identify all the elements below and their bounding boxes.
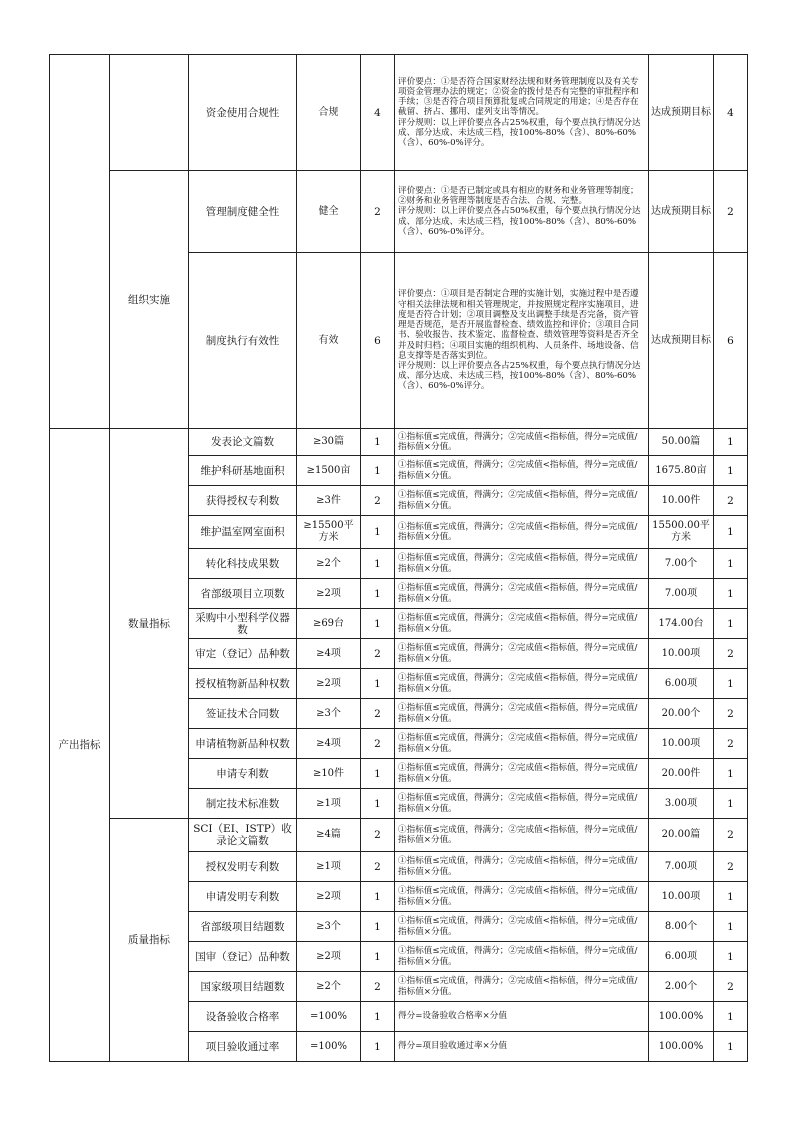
score-cell: 4 bbox=[714, 55, 748, 171]
actual-value-cell: 7.00项 bbox=[649, 579, 714, 609]
weight-cell: 2 bbox=[361, 699, 395, 729]
actual-value-cell: 达成预期目标 bbox=[649, 171, 714, 253]
indicator-name-cell: 制定技术标准数 bbox=[189, 789, 297, 819]
target-value-cell: ≥4篇 bbox=[297, 819, 361, 852]
weight-cell: 1 bbox=[361, 789, 395, 819]
scoring-rule-cell: ①指标值≤完成值，得满分；②完成值<指标值，得分=完成值/指标值×分值。 bbox=[395, 429, 649, 456]
indicator-name-cell: 省部级项目立项数 bbox=[189, 579, 297, 609]
actual-value-cell: 20.00件 bbox=[649, 759, 714, 789]
target-value-cell: ≥2项 bbox=[297, 882, 361, 912]
actual-value-cell: 10.00项 bbox=[649, 882, 714, 912]
weight-cell: 2 bbox=[361, 729, 395, 759]
actual-value-cell: 达成预期目标 bbox=[649, 55, 714, 171]
scoring-rule-cell: ①指标值≤完成值，得满分；②完成值<指标值，得分=完成值/指标值×分值。 bbox=[395, 759, 649, 789]
target-value-cell: ≥15500平方米 bbox=[297, 516, 361, 549]
scoring-rule-cell: ①指标值≤完成值，得满分；②完成值<指标值，得分=完成值/指标值×分值。 bbox=[395, 669, 649, 699]
scoring-rule-cell: ①指标值≤完成值，得满分；②完成值<指标值，得分=完成值/指标值×分值。 bbox=[395, 456, 649, 486]
table-row bbox=[50, 819, 748, 852]
level2-group-quality-indicators: 质量指标 bbox=[110, 819, 189, 1062]
target-value-cell: 有效 bbox=[297, 253, 361, 429]
weight-cell: 4 bbox=[361, 55, 395, 171]
scoring-rule-cell: ①指标值≤完成值，得满分；②完成值<指标值，得分=完成值/指标值×分值。 bbox=[395, 912, 649, 942]
level1-group-output-indicators: 产出指标 bbox=[50, 429, 110, 1062]
actual-value-cell: 10.00项 bbox=[649, 729, 714, 759]
scoring-rule-cell: ①指标值≤完成值，得满分；②完成值<指标值，得分=完成值/指标值×分值。 bbox=[395, 729, 649, 759]
scoring-rule-cell: 评价要点：①是否符合国家财经法规和财务管理制度以及有关专项资金管理办法的规定；②资金的拨付是否有完整的审批程序和手续；③是否符合项目预算批复或合同规定的用途；④是否存在截留、挤占、挪用、虚列支出等情况。 评分规则：以上评价要点各占25%权重，每个要点执行情况分达成、部分达成、未达成三档，按100%-80%（含）、80%-60%（含）、60%-0%评分。 bbox=[395, 55, 649, 171]
target-value-cell: ≥30篇 bbox=[297, 429, 361, 456]
score-cell: 1 bbox=[714, 1002, 748, 1032]
score-cell: 2 bbox=[714, 639, 748, 669]
weight-cell: 1 bbox=[361, 456, 395, 486]
weight-cell: 1 bbox=[361, 516, 395, 549]
indicator-name-cell: 维护温室网室面积 bbox=[189, 516, 297, 549]
actual-value-cell: 10.00件 bbox=[649, 486, 714, 516]
target-value-cell: ≥2个 bbox=[297, 972, 361, 1002]
indicator-name-cell: 授权发明专利数 bbox=[189, 852, 297, 882]
score-cell: 1 bbox=[714, 669, 748, 699]
weight-cell: 1 bbox=[361, 429, 395, 456]
score-cell: 1 bbox=[714, 609, 748, 639]
target-value-cell: ≥2项 bbox=[297, 669, 361, 699]
score-cell: 1 bbox=[714, 516, 748, 549]
actual-value-cell: 100.00% bbox=[649, 1002, 714, 1032]
actual-value-cell: 20.00个 bbox=[649, 699, 714, 729]
level2-group-quantity-indicators: 数量指标 bbox=[110, 429, 189, 819]
scoring-rule-cell: ①指标值≤完成值，得满分；②完成值<指标值，得分=完成值/指标值×分值。 bbox=[395, 609, 649, 639]
target-value-cell: ≥1500亩 bbox=[297, 456, 361, 486]
weight-cell: 6 bbox=[361, 253, 395, 429]
weight-cell: 1 bbox=[361, 549, 395, 579]
score-cell: 2 bbox=[714, 729, 748, 759]
scoring-rule-cell: ①指标值≤完成值，得满分；②完成值<指标值，得分=完成值/指标值×分值。 bbox=[395, 789, 649, 819]
score-cell: 1 bbox=[714, 456, 748, 486]
table-row bbox=[50, 55, 748, 171]
score-cell: 1 bbox=[714, 942, 748, 972]
score-cell: 2 bbox=[714, 819, 748, 852]
table-row bbox=[50, 429, 748, 456]
scoring-rule-cell: ①指标值≤完成值，得满分；②完成值<指标值，得分=完成值/指标值×分值。 bbox=[395, 852, 649, 882]
target-value-cell: ≥2个 bbox=[297, 549, 361, 579]
weight-cell: 2 bbox=[361, 852, 395, 882]
weight-cell: 2 bbox=[361, 171, 395, 253]
scoring-rule-cell: 评价要点：①是否已制定或具有相应的财务和业务管理等制度；②财务和业务管理等制度是否合法、合规、完整。 评分规则：以上评价要点各占50%权重，每个要点执行情况分达成、部分达成、未达成三档，按100%-80%（含）、80%-60%（含）、60%-0%评分。 bbox=[395, 171, 649, 253]
weight-cell: 1 bbox=[361, 759, 395, 789]
indicator-name-cell: 采购中小型科学仪器数 bbox=[189, 609, 297, 639]
weight-cell: 1 bbox=[361, 579, 395, 609]
weight-cell: 2 bbox=[361, 639, 395, 669]
level2-blank-cell bbox=[110, 55, 189, 171]
score-cell: 2 bbox=[714, 486, 748, 516]
indicator-name-cell: 国审（登记）品种数 bbox=[189, 942, 297, 972]
indicator-name-cell: 管理制度健全性 bbox=[189, 171, 297, 253]
scoring-rule-cell: 得分=设备验收合格率×分值 bbox=[395, 1002, 649, 1032]
scoring-rule-cell: ①指标值≤完成值，得满分；②完成值<指标值，得分=完成值/指标值×分值。 bbox=[395, 699, 649, 729]
scoring-rule-cell: ①指标值≤完成值，得满分；②完成值<指标值，得分=完成值/指标值×分值。 bbox=[395, 882, 649, 912]
indicator-name-cell: 制度执行有效性 bbox=[189, 253, 297, 429]
weight-cell: 2 bbox=[361, 486, 395, 516]
indicator-name-cell: 申请植物新品种权数 bbox=[189, 729, 297, 759]
weight-cell: 1 bbox=[361, 669, 395, 699]
actual-value-cell: 6.00项 bbox=[649, 669, 714, 699]
target-value-cell: ≥3个 bbox=[297, 699, 361, 729]
weight-cell: 1 bbox=[361, 912, 395, 942]
scoring-rule-cell: ①指标值≤完成值，得满分；②完成值<指标值，得分=完成值/指标值×分值。 bbox=[395, 516, 649, 549]
actual-value-cell: 7.00个 bbox=[649, 549, 714, 579]
score-cell: 2 bbox=[714, 852, 748, 882]
indicator-name-cell: 授权植物新品种权数 bbox=[189, 669, 297, 699]
weight-cell: 1 bbox=[361, 942, 395, 972]
actual-value-cell: 100.00% bbox=[649, 1032, 714, 1062]
table-body bbox=[50, 55, 748, 1062]
table-row bbox=[50, 171, 748, 253]
scoring-rule-cell: ①指标值≤完成值，得满分；②完成值<指标值，得分=完成值/指标值×分值。 bbox=[395, 549, 649, 579]
weight-cell: 1 bbox=[361, 882, 395, 912]
level1-blank-cell bbox=[50, 55, 110, 429]
indicator-name-cell: SCI（EI、ISTP）收录论文篇数 bbox=[189, 819, 297, 852]
target-value-cell: ≥3件 bbox=[297, 486, 361, 516]
evaluation-table bbox=[49, 54, 748, 1062]
target-value-cell: ≥4项 bbox=[297, 639, 361, 669]
actual-value-cell: 15500.00平方米 bbox=[649, 516, 714, 549]
indicator-name-cell: 国家级项目结题数 bbox=[189, 972, 297, 1002]
indicator-name-cell: 设备验收合格率 bbox=[189, 1002, 297, 1032]
score-cell: 2 bbox=[714, 699, 748, 729]
target-value-cell: ≥1项 bbox=[297, 852, 361, 882]
indicator-name-cell: 省部级项目结题数 bbox=[189, 912, 297, 942]
indicator-name-cell: 维护科研基地面积 bbox=[189, 456, 297, 486]
weight-cell: 1 bbox=[361, 1032, 395, 1062]
actual-value-cell: 3.00项 bbox=[649, 789, 714, 819]
weight-cell: 2 bbox=[361, 972, 395, 1002]
indicator-name-cell: 签证技术合同数 bbox=[189, 699, 297, 729]
target-value-cell: ≥2项 bbox=[297, 579, 361, 609]
actual-value-cell: 20.00篇 bbox=[649, 819, 714, 852]
target-value-cell: ≥3个 bbox=[297, 912, 361, 942]
indicator-name-cell: 项目验收通过率 bbox=[189, 1032, 297, 1062]
score-cell: 1 bbox=[714, 882, 748, 912]
score-cell: 1 bbox=[714, 579, 748, 609]
actual-value-cell: 50.00篇 bbox=[649, 429, 714, 456]
actual-value-cell: 174.00台 bbox=[649, 609, 714, 639]
scoring-rule-cell: ①指标值≤完成值，得满分；②完成值<指标值，得分=完成值/指标值×分值。 bbox=[395, 942, 649, 972]
actual-value-cell: 10.00项 bbox=[649, 639, 714, 669]
actual-value-cell: 6.00项 bbox=[649, 942, 714, 972]
scoring-rule-cell: 评价要点：①项目是否制定合理的实施计划，实施过程中是否遵守相关法律法规和相关管理规定，并按照规定程序实施项目，进度是否符合计划；②项目调整及支出调整手续是否完备，资产管理是否规范，是否开展监督检查、绩效监控和评价；③项目合同书、验收报告、技术鉴定、监督检查、绩效管理等资料是否齐全并及时归档；④项目实施的组织机构、人员条件、场地设备、信息支撑等是否落实到位。 评分规则：以上评价要点各占25%权重，每个要点执行情况分达成、部分达成、未达成三档，按100%-80%（含）、80%-60%（含）、60%-0%评分。 bbox=[395, 253, 649, 429]
target-value-cell: 合规 bbox=[297, 55, 361, 171]
target-value-cell: ≥69台 bbox=[297, 609, 361, 639]
actual-value-cell: 2.00个 bbox=[649, 972, 714, 1002]
scoring-rule-cell: ①指标值≤完成值，得满分；②完成值<指标值，得分=完成值/指标值×分值。 bbox=[395, 639, 649, 669]
actual-value-cell: 达成预期目标 bbox=[649, 253, 714, 429]
weight-cell: 1 bbox=[361, 1002, 395, 1032]
score-cell: 1 bbox=[714, 1032, 748, 1062]
target-value-cell: =100% bbox=[297, 1002, 361, 1032]
score-cell: 1 bbox=[714, 429, 748, 456]
scoring-rule-cell: 得分=项目验收通过率×分值 bbox=[395, 1032, 649, 1062]
score-cell: 2 bbox=[714, 171, 748, 253]
indicator-name-cell: 审定（登记）品种数 bbox=[189, 639, 297, 669]
indicator-name-cell: 获得授权专利数 bbox=[189, 486, 297, 516]
score-cell: 2 bbox=[714, 972, 748, 1002]
actual-value-cell: 7.00项 bbox=[649, 852, 714, 882]
indicator-name-cell: 发表论文篇数 bbox=[189, 429, 297, 456]
scoring-rule-cell: ①指标值≤完成值，得满分；②完成值<指标值，得分=完成值/指标值×分值。 bbox=[395, 579, 649, 609]
score-cell: 1 bbox=[714, 789, 748, 819]
target-value-cell: ≥4项 bbox=[297, 729, 361, 759]
scoring-rule-cell: ①指标值≤完成值，得满分；②完成值<指标值，得分=完成值/指标值×分值。 bbox=[395, 486, 649, 516]
score-cell: 6 bbox=[714, 253, 748, 429]
weight-cell: 1 bbox=[361, 609, 395, 639]
scoring-rule-cell: ①指标值≤完成值，得满分；②完成值<指标值，得分=完成值/指标值×分值。 bbox=[395, 819, 649, 852]
target-value-cell: 健全 bbox=[297, 171, 361, 253]
target-value-cell: ≥10件 bbox=[297, 759, 361, 789]
indicator-name-cell: 申请专利数 bbox=[189, 759, 297, 789]
indicator-name-cell: 资金使用合规性 bbox=[189, 55, 297, 171]
actual-value-cell: 8.00个 bbox=[649, 912, 714, 942]
target-value-cell: ≥2项 bbox=[297, 942, 361, 972]
target-value-cell: =100% bbox=[297, 1032, 361, 1062]
score-cell: 1 bbox=[714, 912, 748, 942]
actual-value-cell: 1675.80亩 bbox=[649, 456, 714, 486]
score-cell: 1 bbox=[714, 759, 748, 789]
target-value-cell: ≥1项 bbox=[297, 789, 361, 819]
level2-group-org-implementation: 组织实施 bbox=[110, 171, 189, 429]
indicator-name-cell: 转化科技成果数 bbox=[189, 549, 297, 579]
indicator-name-cell: 申请发明专利数 bbox=[189, 882, 297, 912]
score-cell: 1 bbox=[714, 549, 748, 579]
weight-cell: 2 bbox=[361, 819, 395, 852]
scoring-rule-cell: ①指标值≤完成值，得满分；②完成值<指标值，得分=完成值/指标值×分值。 bbox=[395, 972, 649, 1002]
